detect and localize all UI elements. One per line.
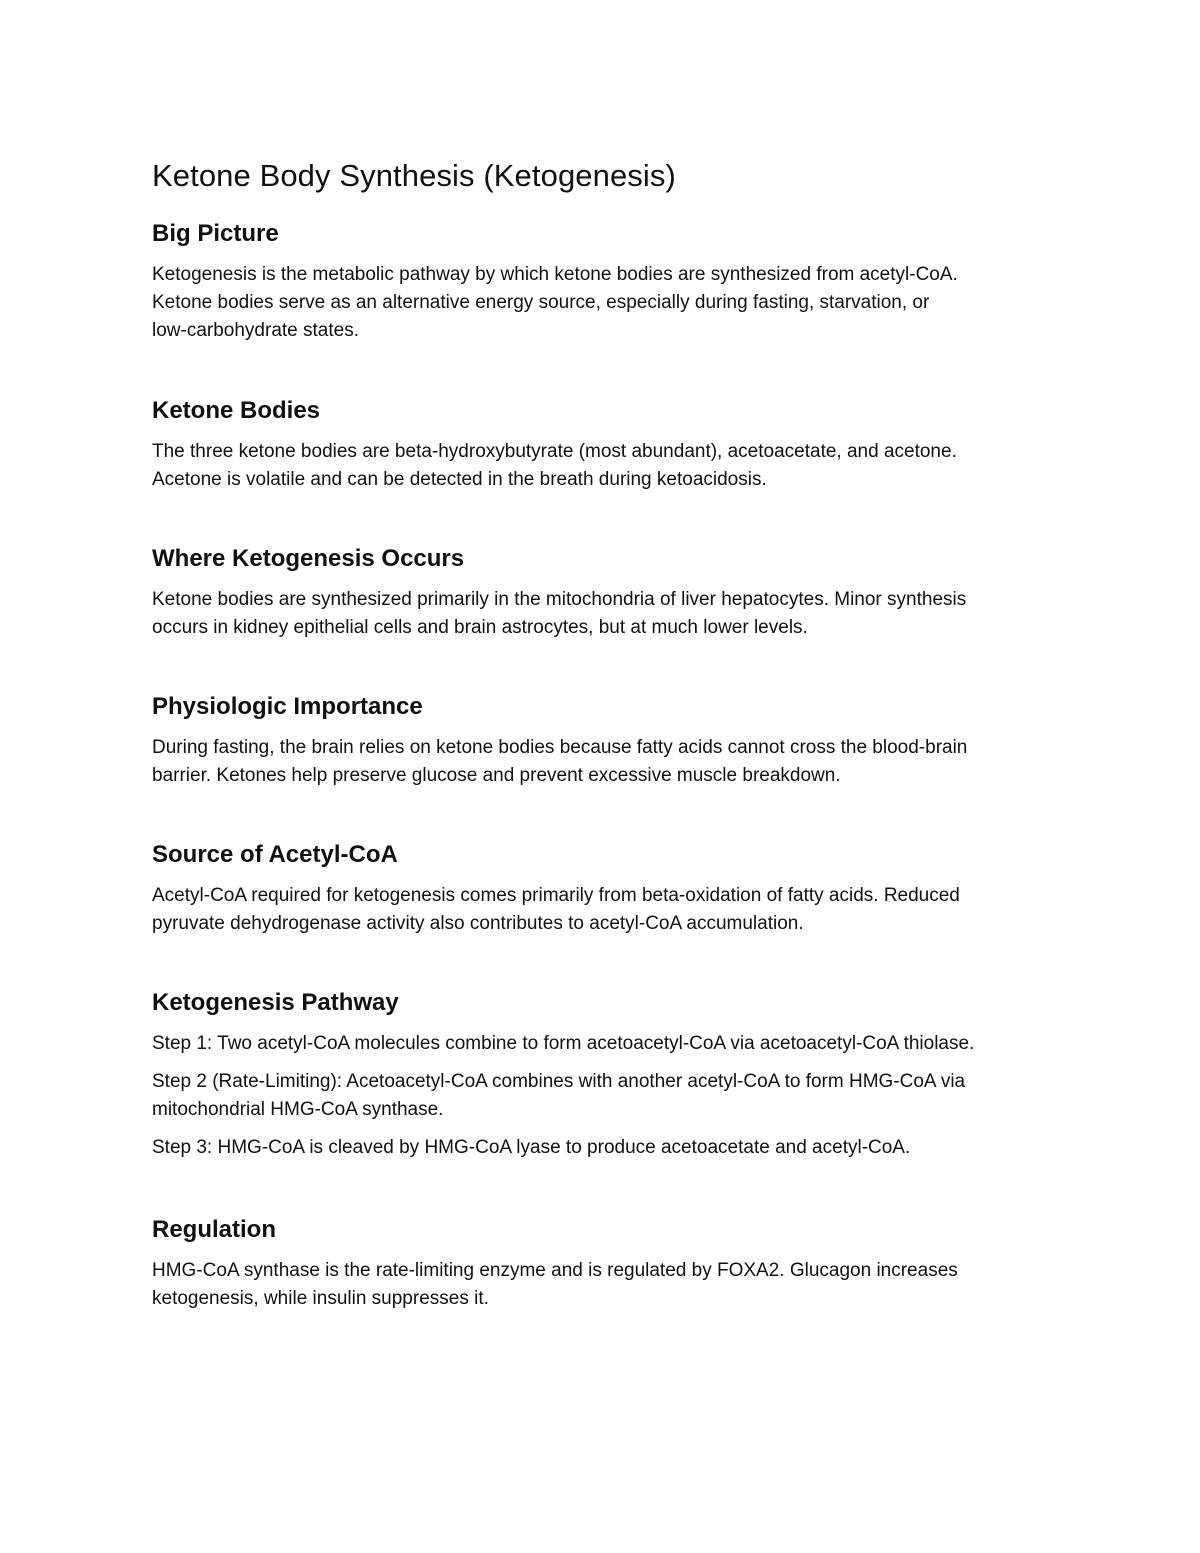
pathway-step-2: Step 2 (Rate-Limiting): Acetoacetyl-CoA combines with another acetyl-CoA to form HMG-CoA via mitochondrial HMG-CoA synthase. (152, 1071, 966, 1120)
section-physiologic-importance (152, 691, 1052, 790)
section-heading: Physiologic Importance (152, 693, 423, 720)
section-paragraph: During fasting, the brain relies on ketone bodies because fatty acids cannot cross the blood-brain barrier. Ketones help preserve glucose and prevent excessive muscle breakdown. (152, 737, 968, 786)
section-heading: Source of Acetyl-CoA (152, 841, 398, 868)
section-paragraph: The three ketone bodies are beta-hydroxybutyrate (most abundant), acetoacetate, and acetone. Acetone is volatile and can be detected in the breath during ketoacidosis. (152, 441, 957, 490)
section-ketone-bodies (152, 395, 1052, 494)
section-source-of-acetyl-coa (152, 839, 1052, 938)
section-heading: Ketone Bodies (152, 397, 321, 424)
section-heading: Regulation (152, 1216, 276, 1243)
section-paragraph: Acetyl-CoA required for ketogenesis comes primarily from beta-oxidation of fatty acids. Reduced pyruvate dehydrogenase activity also contributes to acetyl-CoA accumulation. (152, 885, 960, 934)
section-paragraph: HMG-CoA synthase is the rate-limiting enzyme and is regulated by FOXA2. Glucagon increases ketogenesis, while insulin suppresses it. (152, 1260, 958, 1309)
section-where-ketogenesis-occurs (152, 543, 1052, 642)
section-ketogenesis-pathway (152, 987, 1052, 1162)
section-paragraph: Ketone bodies are synthesized primarily in the mitochondria of liver hepatocytes. Minor synthesis occurs in kidney epithelial cells and brain astrocytes, but at much lower levels. (152, 589, 967, 638)
page-title: Ketone Body Synthesis (Ketogenesis) (152, 158, 676, 193)
pathway-step-1: Step 1: Two acetyl-CoA molecules combine to form acetoacetyl-CoA via acetoacetyl-CoA thiolase. (152, 1033, 975, 1054)
section-regulation (152, 1214, 1052, 1313)
document-page (152, 154, 1052, 1313)
section-heading: Where Ketogenesis Occurs (152, 545, 465, 572)
section-paragraph: Ketogenesis is the metabolic pathway by which ketone bodies are synthesized from acetyl-CoA. Ketone bodies serve as an alternative energy source, especially during fasting, starvation, or low-carbohydrate states. (152, 264, 958, 341)
section-heading: Ketogenesis Pathway (152, 989, 399, 1016)
section-big-picture (152, 218, 1052, 345)
pathway-step-3: Step 3: HMG-CoA is cleaved by HMG-CoA lyase to produce acetoacetate and acetyl-CoA. (152, 1137, 911, 1158)
section-heading: Big Picture (152, 220, 279, 247)
